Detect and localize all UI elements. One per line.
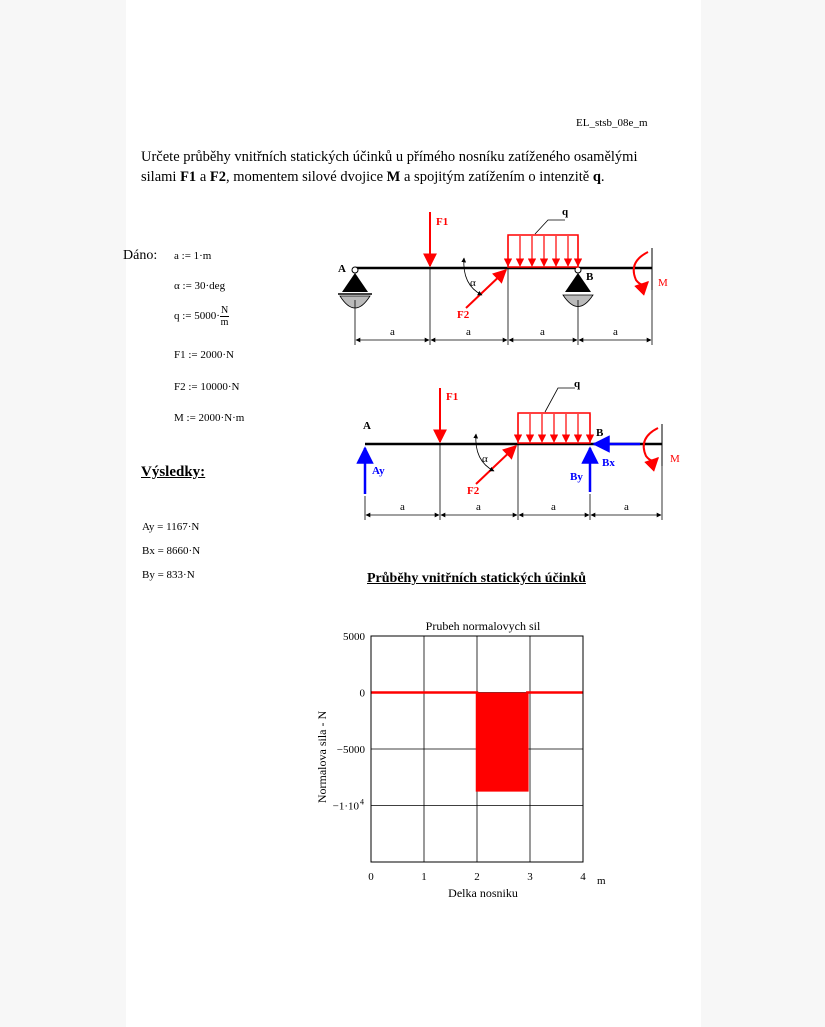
task-m: M [386,169,401,185]
result-bx: Bx = 8660·N [142,545,201,557]
beam-diagram-free-body [340,378,690,528]
dimension-lines [355,268,652,345]
results-title: Výsledky: [141,464,206,480]
dim-label-1: a [390,326,395,338]
given-alpha: α := 30·deg [174,280,226,292]
label-by: By [570,471,583,483]
x-tick-label: 3 [527,871,533,883]
result-by: By = 833·N [142,569,195,581]
dim-label-4: a [613,326,618,338]
y-axis-label: Normalova sila - N [315,710,329,804]
y-tick-label: −1·10 [332,800,359,813]
label-f1: F1 [436,216,449,228]
y-tick-exponent: 4 [360,797,364,807]
label-ay: Ay [372,465,385,477]
given-q: q := 5000· $\frac{N}{m}$ [174,305,229,328]
distributed-load-q [518,388,590,443]
x-axis-label: Delka nosniku [448,886,518,900]
label-q: q [574,378,581,390]
given-f2: F2 := 10000·N [174,381,240,393]
document-id: EL_stsb_08e_m [576,117,648,129]
chart-series [371,693,583,791]
task-text [141,147,716,187]
x-tick-labels [368,871,586,883]
y-tick-label: 0 [359,687,365,700]
task-line-1: Určete průběhy vnitřních statických účinků u přímého nosníku zatíženého osamělými [141,149,638,165]
label-a: A [363,420,371,432]
beam-diagram-loaded [330,200,680,355]
normal-force-chart [300,612,620,912]
task-q: q [592,169,601,185]
given-m: M := 2000·N·m [174,412,245,424]
x-tick-label: 1 [421,871,427,883]
label-f2: F2 [467,485,480,497]
label-bx: Bx [602,457,615,469]
force-f2-arrow [466,270,506,308]
label-m: M [670,453,680,465]
chart-title: Prubeh normalovych sil [425,619,541,633]
dim-label-4: a [624,501,629,513]
label-f2: F2 [457,309,470,321]
section-title: Průběhy vnitřních statických účinků [367,571,586,586]
label-alpha: α [470,277,476,289]
label-b: B [586,271,594,283]
dim-label-1: a [400,501,405,513]
given-f1: F1 := 2000·N [174,349,234,361]
x-unit-label: m [597,875,606,887]
y-tick-label: −5000 [336,744,365,756]
label-a: A [338,263,346,275]
distributed-load-q [508,220,578,267]
task-f2: F2 [209,169,226,185]
dim-label-3: a [540,326,545,338]
label-q: q [562,206,569,218]
y-tick-labels [333,631,366,813]
label-b: B [596,427,604,439]
label-f1: F1 [446,391,459,403]
dim-label-2: a [466,326,471,338]
given-a: a := 1·m [174,250,212,262]
x-tick-label: 2 [474,871,480,883]
result-ay: Ay = 1167·N [142,521,200,533]
label-m: M [658,277,668,289]
q-unit-fraction: $\frac{N}{m}$ [220,305,229,328]
task-line-2: silami F1 a F2, momentem silové dvojice M a spojitým zatížením o intenzitě q. [141,169,605,185]
x-tick-label: 4 [580,871,586,883]
y-tick-label: 5000 [343,631,365,643]
force-f2-arrow [476,446,516,484]
dimension-lines [365,444,662,520]
task-f1: F1 [180,169,197,185]
x-tick-label: 0 [368,871,374,883]
dim-label-3: a [551,501,556,513]
label-alpha: α [482,453,488,465]
given-label: Dáno: [123,248,158,263]
series-line-0 [371,693,583,791]
dim-label-2: a [476,501,481,513]
